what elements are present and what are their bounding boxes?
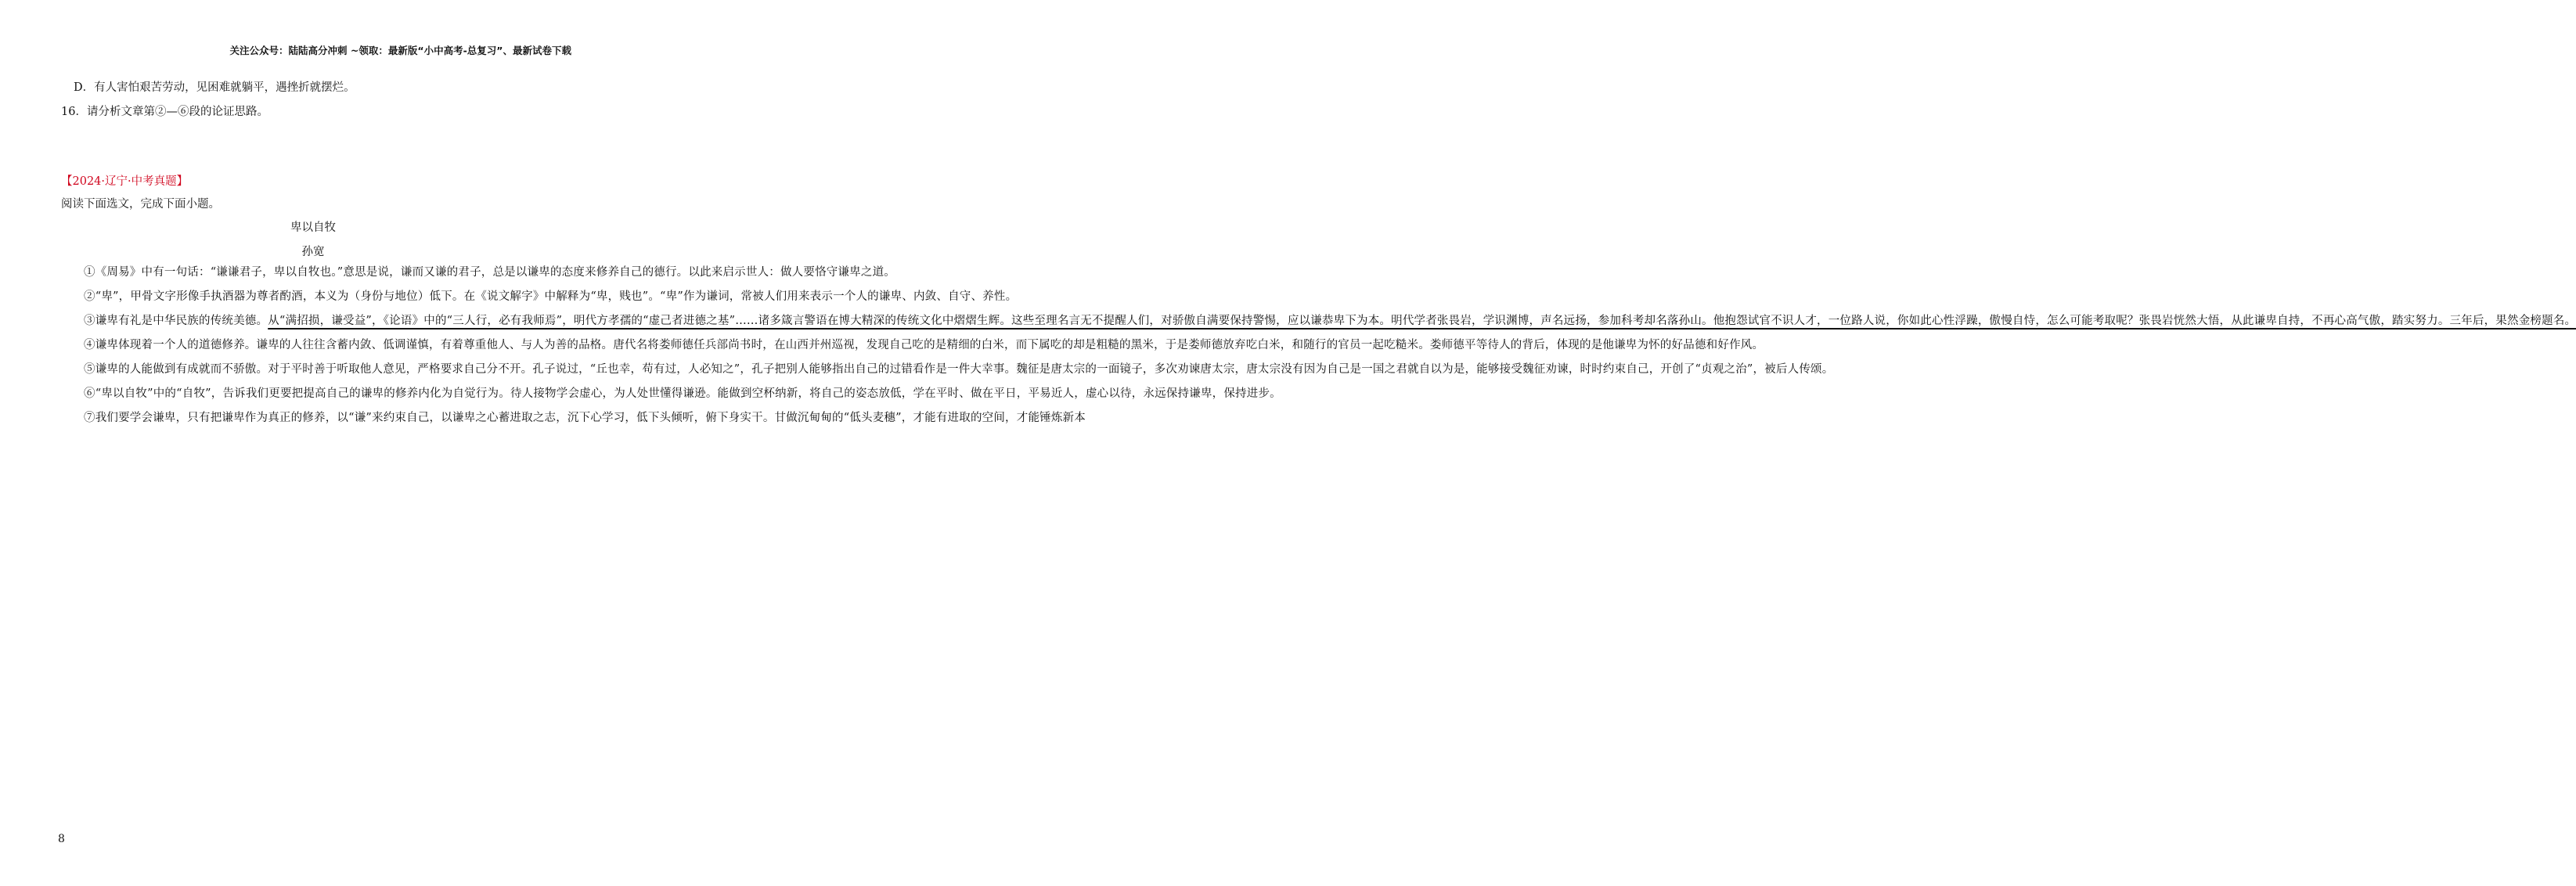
paragraph-3-lead: ③谦卑有礼是中华民族的传统美德。: [84, 315, 268, 327]
question-16: 16．请分析文章第②—⑥段的论证思路。: [61, 106, 268, 118]
section-tag: 【2024·辽宁·中考真题】: [61, 175, 189, 188]
page-header: 关注公众号：陆陆高分冲刺 ~领取：最新版“小中高考-总复习”、最新试卷下载: [229, 45, 571, 56]
paragraph-3-underlined: 从“满招损，谦受益”，《论语》中的“三人行，必有我师焉”，明代方孝孺的“虚己者进德之基”……诸多箴言警语在博大精深的传统文化中熠熠生辉。这些至理名言无不提醒人们，对骄傲自满要保持警惕，应以谦恭卑下为本。明代学者张畏岩，学识渊博，声名远扬，参加科考却名落孙山。他抱怨试官不识人才，一位路人说，你如此心性浮躁，傲慢自恃，怎么可能考取呢？张畏岩恍然大悟，从此谦卑自持，不再心高气傲，踏实努力。三年后，果然金榜题名。: [268, 315, 2576, 327]
paragraph-5: ⑤谦卑的人能做到有成就而不骄傲。对于平时善于听取他人意见，严格要求自己分不开。孔子说过，“丘也幸，苟有过，人必知之”，孔子把别人能够指出自己的过错看作是一件大幸事。魏征是唐太宗的一面镜子，多次劝谏唐太宗，唐太宗没有因为自己是一国之君就自以为是，能够接受魏征劝谏，时时约束自己，开创了“贞观之治”，被后人传颂。: [84, 363, 1834, 376]
paragraph-7: ⑦我们要学会谦卑，只有把谦卑作为真正的修养，以“谦”来约束自己，以谦卑之心蓄进取之志，沉下心学习，低下头倾听，俯下身实干。甘做沉甸甸的“低头麦穗”，才能有进取的空间，才能锤炼新本: [84, 412, 1086, 424]
paragraph-1: ①《周易》中有一句话：“谦谦君子，卑以自牧也。”意思是说，谦而又谦的君子，总是以谦卑的态度来修养自己的德行。以此来启示世人：做人要恪守谦卑之道。: [84, 266, 895, 279]
question-15-option-d: D．有人害怕艰苦劳动，见困难就躺平，遇挫折就摆烂。: [74, 81, 355, 94]
paragraph-4: ④谦卑体现着一个人的道德修养。谦卑的人往往含蓄内敛、低调谨慎，有着尊重他人、与人为善的品格。唐代名将娄师德任兵部尚书时，在山西并州巡视，发现自己吃的是精细的白米，而下属吃的却是粗糙的黑米，于是娄师德放弃吃白米，和随行的官员一起吃糙米。娄师德平等待人的背后，体现的是他谦卑为怀的好品德和好作风。: [84, 339, 1764, 351]
paragraph-6: ⑥“卑以自牧”中的“自牧”，告诉我们更要把提高自己的谦卑的修养内化为自觉行为。待人接物学会虚心，为人处世懂得谦逊。能做到空杯纳新，将自己的姿态放低，学在平时、做在平日，平易近人，虚心以待，永远保持谦卑，保持进步。: [84, 387, 1281, 400]
instruction: 阅读下面选文，完成下面小题。: [61, 198, 220, 211]
article-body: [61, 261, 2576, 430]
paragraph-3: [61, 309, 2576, 333]
article-title: 卑以自牧: [290, 222, 336, 234]
page-number: 8: [58, 833, 65, 845]
article-author: 孙宽: [301, 246, 325, 258]
paragraph-2: ②“卑”，甲骨文字形像手执酒器为尊者酌酒，本义为（身份与地位）低下。在《说文解字》中解释为“卑，贱也”。“卑”作为谦词，常被人们用来表示一个人的谦卑、内敛、自守、养性。: [84, 290, 1018, 303]
